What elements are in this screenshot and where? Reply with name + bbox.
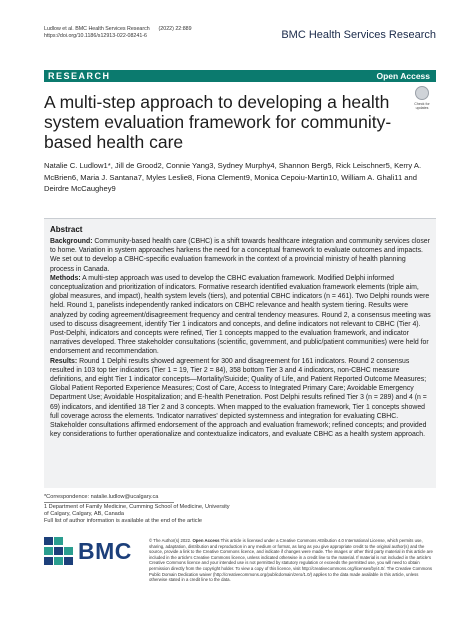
bmc-logo-mark-icon: [44, 537, 74, 565]
affiliation-line: of Calgary, Calgary, AB, Canada: [44, 511, 125, 517]
license-text: This article is licensed under a Creative Commons Attribution 4.0 International License, which permits use, sharing, adaptation, distribution and reproduction in any medium or format, as long as you give appropriate credit to the original author(s) and the source, provide a link to the Creative Commons licence, and indicate if changes were made. The images or other third party material in this article are included in the article's Creative Commons licence, unless indicated otherwise in a credit line to the material. If material is not included in the article's Creative Commons licence and your intended use is not permitted by statutory regulation or exceeds the permitted use, you will need to obtain permission directly from the copyright holder. To view a copy of this licence, visit http://creativecommons.org/licenses/by/4.0/. The Creative Commons Public Domain Dedication waiver (http://creativecommons.org/publicdomain/zero/1.0/) applies to the data made available in this article, unless otherwise stated in a credit line to the data.: [149, 538, 433, 583]
open-access-tag: Open Access: [192, 538, 220, 543]
citation: [44, 26, 192, 40]
section-text: Community-based health care (CBHC) is a shift towards healthcare integration and community services closer to home. Variation in system approaches harkens the need for a conceptual framework to evaluate outcomes and impacts. We set out to develop a CBHC-specific evaluation framework in the context of a provincial ministry of health planning process in Canada.: [50, 238, 430, 273]
article-title: A multi-step approach to developing a health system evaluation framework for community-based health care: [44, 92, 392, 152]
bmc-logo-text: BMC: [78, 538, 132, 564]
copyright: © The Author(s) 2022.: [149, 538, 192, 543]
article-type-bar: [44, 70, 436, 82]
abstract-body: [50, 237, 431, 439]
citation-line1: Ludlow et al. BMC Health Services Research: [44, 26, 150, 32]
abstract-background: [50, 237, 431, 274]
citation-year: (2022) 22:889: [158, 26, 192, 32]
section-label: Background:: [50, 238, 93, 245]
doi-link[interactable]: https://doi.org/10.1186/s12913-022-08241-6: [44, 33, 147, 39]
author-list: Natalie C. Ludlow1*, Jill de Grood2, Connie Yang3, Sydney Murphy4, Shannon Berg5, Rick Leischner5, Kerry A. McBrien6, Maria J. Santana7, Myles Leslie8, Fiona Clement9, Monica Cepoiu-Martin10, William A. Ghali11 and Deirdre McCaughey9: [44, 161, 422, 194]
article-type-label: RESEARCH: [48, 71, 111, 81]
abstract-heading: Abstract: [50, 225, 83, 234]
check-for-updates-badge[interactable]: [409, 86, 435, 112]
running-header: [44, 26, 436, 46]
crossmark-label: Check for updates: [414, 102, 430, 110]
abstract-box: [44, 218, 436, 488]
affiliation-line: 1 Department of Family Medicine, Cumming School of Medicine, University: [44, 504, 230, 510]
abstract-results: [50, 357, 431, 440]
correspondence: *Correspondence: natalie.ludlow@ucalgary.ca: [44, 494, 159, 500]
section-text: Round 1 Delphi results showed agreement for 300 and disagreement for 161 indicators. Round 2 consensus resulted in 103 top tier indicators (Tier 1 = 19, Tier 2 = 84), 358 bottom Tier 3 and 4 indicators, non-CBHC measure definitions, and eight Tier 1 indicator concepts—Mortality/Suicide; Quality of Life, and Patient Reported Outcome Measures; Global Patient Reported Experience Measures; Cost of Care, Access to Integrated Primary Care; Avoidable Emergency Department Use; Avoidable Hospitalization; and E-health Penetration. Post Delphi results refined Tier 3 (n = 289) and 4 (n = 69) indicators, and identified 18 Tier 2 and 3 concepts. When mapped to the evaluation framework, Tier 1 concepts showed full coverage across the elements. 'Indicator narratives' depicted systemness and integration for evaluating CBHC. Stakeholder consultations affirmed endorsement of the approach and evaluation framework; refined concepts; and provided key considerations to further operationalize and contextualize indicators, and evaluate CBHC as a health system approach.: [50, 357, 427, 439]
abstract-methods: [50, 274, 431, 357]
license-statement: [149, 538, 436, 583]
bmc-logo: [44, 537, 132, 565]
journal-name: BMC Health Services Research: [281, 29, 436, 41]
footnote-divider: [44, 502, 174, 503]
section-label: Results:: [50, 357, 78, 365]
section-text: A multi-step approach was used to develop the CBHC evaluation framework. Modified Delphi informed conceptualization and prioritization of indicators. Formative research identified evaluation framework elements (triple aim, global measures, and impact), health system levels (tiers), and potential CBHC indicators (n = 461). Two Delphi rounds were held. Round 1, panelists independently ranked indicators on CBHC relevance and health system tiering. Results were analyzed by coding agreement/disagreement frequency and central tendency measures. Round 2, a consensus meeting was used to discuss disagreement, identify Tier 1 indicators and concepts, and define indicators not relevant to CBHC (Tier 4). Post-Delphi, indicators and concepts were refined, Tier 1 concepts mapped to the evaluation framework, and indicator narratives developed. Three stakeholder consultations (scientific, government, and public/patient communities) were held for endorsement and recommendation.: [50, 274, 431, 356]
open-access-label: Open Access: [376, 71, 430, 81]
crossmark-icon: [415, 86, 429, 100]
section-label: Methods:: [50, 274, 81, 282]
author-info-note: Full list of author information is available at the end of the article: [44, 518, 202, 524]
affiliation: [44, 504, 244, 525]
